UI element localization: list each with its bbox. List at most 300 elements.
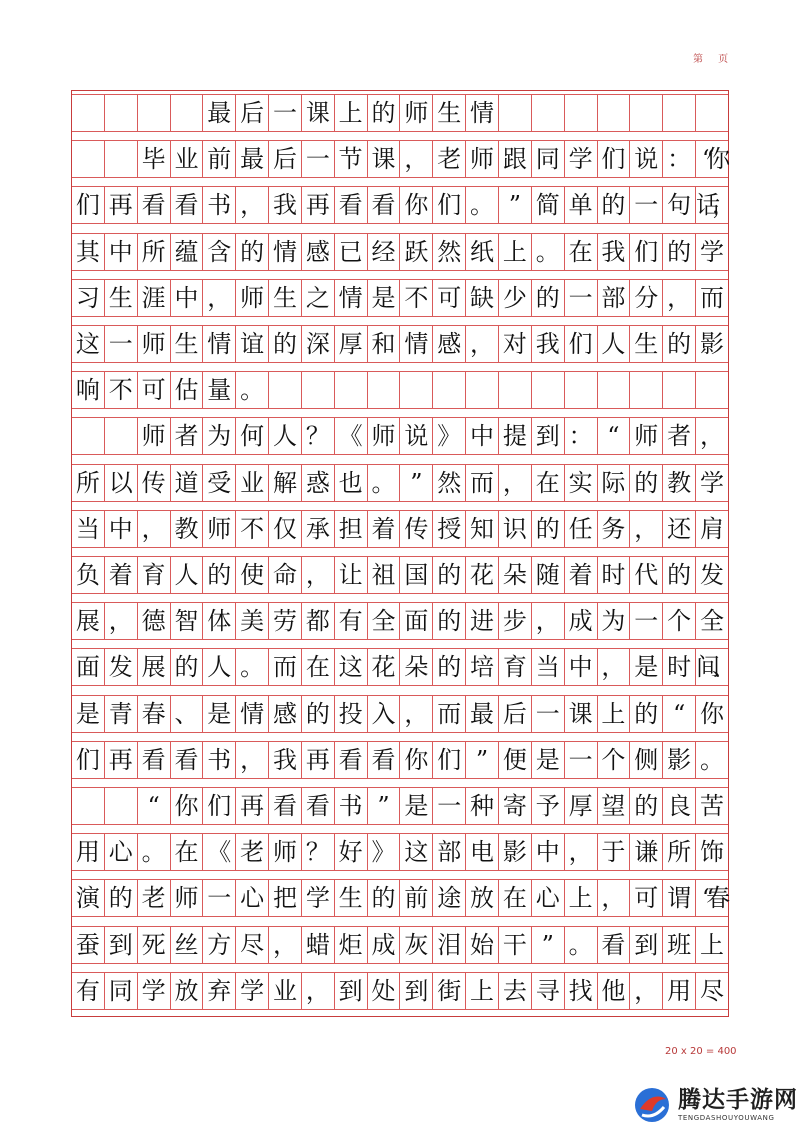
grid-cell: 弃 [203,973,236,1009]
grid-cell: 去 [499,973,532,1009]
grid-cell: 苦 [699,792,724,820]
grid-cell: 展 [138,649,171,685]
grid-cell: 一 [630,603,663,639]
grid-cell: 处 [368,973,401,1009]
grid-cell: 人 [171,557,204,593]
grid-cell: 命 [269,557,302,593]
grid-cell: 业 [269,973,302,1009]
grid-cell: 同 [105,973,138,1009]
grid-cell [72,141,105,177]
grid-cell: ， [203,280,236,316]
grid-cell: 学 [699,468,724,497]
grid-cell: 学 [236,973,269,1009]
grid-cell: 而 [466,465,499,501]
grid-cell: 灰 [400,927,433,963]
grid-cell: 。 [236,372,269,408]
grid-cell: 也 [335,465,368,501]
manuscript-grid [71,90,729,1017]
grid-cell [565,372,598,408]
grid-cell: 的 [532,280,565,316]
grid-cell: 看 [368,187,401,223]
grid-cell: 的 [630,465,663,501]
grid-cell: 祖 [368,557,401,593]
grid-cell: 的 [433,603,466,639]
grid-cell: 纸 [466,234,499,270]
grid-cell: 提 [499,418,532,454]
grid-cell: 们 [203,788,236,824]
grid-cell: 个 [663,603,696,639]
watermark [630,1085,798,1125]
grid-cell: 说 [400,418,433,454]
grid-cell: 的 [598,187,631,223]
grid-cell: 看 [335,187,368,223]
grid-cell: 生 [433,95,466,131]
grid-cell: 说 [630,141,663,177]
grid-cell: 师 [466,141,499,177]
grid-cell: 这 [72,326,105,362]
grid-cell: 着 [105,557,138,593]
grid-cell: 在 [532,465,565,501]
grid-cell: 尽 [699,976,724,1005]
grid-cell: 饰 [699,838,724,867]
grid-cell [433,372,466,408]
grid-cell: 心 [236,880,269,916]
grid-cell: 生 [335,880,368,916]
grid-cell: 感 [433,326,466,362]
grid-cell: 影 [663,742,696,778]
grid-cell [466,372,499,408]
grid-cell [499,95,532,131]
grid-cell: 估 [171,372,204,408]
grid-cell: 好 [335,834,368,870]
grid-cell: 这 [400,834,433,870]
grid-cell: 放 [466,880,499,916]
grid-cell: 上 [499,234,532,270]
grid-cell: 始 [466,927,499,963]
grid-cell: 面 [400,603,433,639]
grid-cell: ， [699,422,724,451]
grid-cell: 放 [171,973,204,1009]
grid-cell: 这 [335,649,368,685]
grid-cell: 传 [400,511,433,547]
grid-cell: 是 [203,696,236,732]
grid-cell: 》 [433,418,466,454]
grid-cell: 我 [598,234,631,270]
grid-cell: 着 [565,557,598,593]
grid-row [72,325,728,363]
grid-cell [598,372,631,408]
grid-row [72,510,728,548]
grid-cell: 面 [72,649,105,685]
grid-cell: 再 [302,187,335,223]
grid-cell: 步 [499,603,532,639]
grid-cell [696,95,728,131]
grid-cell: 们 [433,742,466,778]
grid-cell: ， [105,603,138,639]
grid-cell: 在 [302,649,335,685]
grid-cell: “ [663,696,696,732]
grid-cell: 心 [105,834,138,870]
grid-cell: 是 [368,280,401,316]
grid-cell: 可 [433,280,466,316]
grid-cell [400,372,433,408]
grid-cell: 到 [105,927,138,963]
grid-cell: 看 [598,927,631,963]
grid-cell: 惑 [302,465,335,501]
grid-cell: 途 [433,880,466,916]
grid-cell: 蜡 [302,927,335,963]
grid-cell: 感 [302,234,335,270]
grid-cell: 不 [400,280,433,316]
grid-cell: 同 [532,141,565,177]
grid-cell: 找 [565,973,598,1009]
grid-cell: 。 [466,187,499,223]
grid-cell: 的 [368,880,401,916]
grid-cell: ， [598,649,631,685]
grid-cell: 师 [400,95,433,131]
grid-cell: 上 [335,95,368,131]
grid-cell: 上 [565,880,598,916]
grid-cell: 的 [663,557,696,593]
grid-cell: 看 [335,742,368,778]
grid-cell: 一 [565,280,598,316]
grid-cell: 寄 [499,788,532,824]
grid-cell: 》 [368,834,401,870]
grid-cell: 尽 [236,927,269,963]
grid-cell: ？ [302,418,335,454]
grid-cell: 。 [368,465,401,501]
grid-cell: 时 [663,649,696,685]
grid-cell: 。 [565,927,598,963]
grid-cell: 蚕 [72,927,105,963]
grid-cell: 便 [499,742,532,778]
grid-cell: 者 [663,418,696,454]
grid-cell: 最 [236,141,269,177]
grid-cell: ， [663,280,696,316]
grid-cell: 都 [302,603,335,639]
grid-cell: 对 [499,326,532,362]
grid-cell [335,372,368,408]
grid-cell: ， [400,141,433,177]
grid-cell: ” [466,742,499,778]
grid-cell: 蕴 [171,234,204,270]
grid-cell [302,372,335,408]
grid-cell: 智 [171,603,204,639]
grid-cell: 。 [138,834,171,870]
grid-cell: 然 [433,234,466,270]
grid-cell: 情 [400,326,433,362]
grid-cell: 而 [433,696,466,732]
grid-cell: 青 [105,696,138,732]
grid-cell: 师 [171,880,204,916]
grid-cell: 知 [466,511,499,547]
grid-cell: 量 [203,372,236,408]
grid-cell: 谊 [236,326,269,362]
grid-cell: 间、 [696,653,729,682]
grid-cell: ” [368,788,401,824]
grid-cell: 师 [138,326,171,362]
grid-cell: 情 [203,326,236,362]
grid-cell: 当 [532,649,565,685]
grid-cell: 生 [171,326,204,362]
grid-cell: 而 [699,283,724,312]
grid-cell: 再 [236,788,269,824]
grid-cell: 担 [335,511,368,547]
grid-cell: 最 [203,95,236,131]
grid-cell: 的 [433,557,466,593]
grid-cell: ， [565,834,598,870]
grid-cell [72,95,105,131]
grid-cell [565,95,598,131]
grid-cell: 为 [203,418,236,454]
grid-cell: 《 [335,418,368,454]
grid-row [72,279,728,317]
grid-cell: 在 [499,880,532,916]
grid-cell: 的 [269,326,302,362]
grid-cell: ” [532,927,565,963]
grid-cell: 中 [171,280,204,316]
grid-cell: 跃 [400,234,433,270]
grid-cell: ？ [302,834,335,870]
grid-cell: 干 [499,927,532,963]
grid-cell: 你 [171,788,204,824]
grid-cell: 《 [203,834,236,870]
grid-cell: 授 [433,511,466,547]
page-number-label: 第 页 [693,54,735,65]
grid-cell: 课 [302,95,335,131]
grid-cell: 节 [335,141,368,177]
grid-cell: 一 [269,95,302,131]
grid-cell: 丝 [171,927,204,963]
grid-cell: 可 [138,372,171,408]
grid-cell: 寻 [532,973,565,1009]
grid-cell: 电 [466,834,499,870]
grid-cell: 影 [699,330,724,358]
grid-cell [696,372,728,408]
grid-cell: “ [598,418,631,454]
grid-cell: 侧 [630,742,663,778]
grid-cell: 后 [236,95,269,131]
grid-cell: 随 [532,557,565,593]
grid-cell: 朵 [499,557,532,593]
grid-cell: 不 [105,372,138,408]
grid-cell: 的 [302,696,335,732]
grid-cell: 心 [532,880,565,916]
grid-row [72,186,728,224]
grid-cell [138,95,171,131]
grid-cell: 死 [138,927,171,963]
grid-cell: 的 [630,788,663,824]
grid-cell: 看 [138,187,171,223]
grid-cell: 课 [565,696,598,732]
grid-cell: 你 [400,742,433,778]
grid-cell: 其 [72,234,105,270]
grid-row [72,787,728,825]
grid-cell: 用 [663,973,696,1009]
grid-cell: 何 [236,418,269,454]
watermark-sub: TENGDASHOUYOUWANG [678,1113,775,1122]
grid-row [72,140,728,178]
grid-cell: 们 [433,187,466,223]
grid-cell: ， [138,511,171,547]
grid-cell: 是 [630,649,663,685]
grid-cell [598,95,631,131]
grid-cell: 道 [171,465,204,501]
grid-cell: 师 [236,280,269,316]
grid-cell: 是 [532,742,565,778]
grid-cell: 你 [400,187,433,223]
grid-cell: 仅 [269,511,302,547]
grid-cell: 所 [663,834,696,870]
grid-cell: 看 [302,788,335,824]
grid-cell: 一 [203,880,236,916]
grid-cell: 部 [598,280,631,316]
grid-cell: 于 [598,834,631,870]
grid-cell: 一 [302,141,335,177]
grid-cell: 成 [565,603,598,639]
grid-cell: 含 [203,234,236,270]
grid-cell: 。 [699,745,724,774]
grid-cell: 的 [171,649,204,685]
grid-cell [105,95,138,131]
grid-cell: 望 [598,788,631,824]
grid-cell [499,372,532,408]
grid-cell: 已 [335,234,368,270]
grid-cell: ， [236,187,269,223]
grid-row [72,695,728,733]
grid-cell: 人 [269,418,302,454]
grid-cell [663,372,696,408]
grid-cell: 学 [565,141,598,177]
grid-cell: ， [499,465,532,501]
grid-cell: 情 [236,696,269,732]
grid-cell: 后 [269,141,302,177]
grid-cell: ， [630,511,663,547]
grid-cell: 用 [72,834,105,870]
grid-cell: 个 [598,742,631,778]
grid-cell: 再 [105,187,138,223]
grid-cell: 部 [433,834,466,870]
grid-cell: 中 [532,834,565,870]
grid-cell: 们 [630,234,663,270]
grid-cell: 全 [699,607,724,636]
grid-cell: 们 [72,742,105,778]
grid-cell: 情 [335,280,368,316]
grid-cell [368,372,401,408]
grid-cell: 全 [368,603,401,639]
grid-cell: 最 [466,696,499,732]
grid-cell: 经 [368,234,401,270]
grid-cell [630,372,663,408]
grid-cell: 。 [532,234,565,270]
grid-cell: 们 [72,187,105,223]
grid-cell: ， [400,696,433,732]
grid-cell: 而 [269,649,302,685]
grid-cell: 一 [433,788,466,824]
grid-cell: 一 [565,742,598,778]
grid-cell: 课 [368,141,401,177]
grid-cell: ， [466,326,499,362]
grid-cell: 有 [72,973,105,1009]
grid-cell: 把 [269,880,302,916]
grid-cell: 缺 [466,280,499,316]
grid-cell: 育 [138,557,171,593]
grid-cell: 当 [72,511,105,547]
grid-cell: 教 [663,465,696,501]
grid-cell: “ [138,788,171,824]
grid-cell: 再 [105,742,138,778]
grid-row [72,602,728,640]
grid-cell [105,141,138,177]
grid-cell: 的 [433,649,466,685]
grid-cell: 们 [598,141,631,177]
grid-cell: 进 [466,603,499,639]
grid-cell: 我 [532,326,565,362]
grid-cell: 发 [105,649,138,685]
grid-cell: 生 [269,280,302,316]
grid-cell: 春 [138,696,171,732]
grid-cell: 书 [335,788,368,824]
grid-cell: 任 [565,511,598,547]
grid-cell: 的 [663,234,696,270]
grid-row [72,371,728,409]
grid-row [72,972,728,1010]
grid-cell: 之 [302,280,335,316]
grid-cell: 上 [466,973,499,1009]
grid-cell: 分 [630,280,663,316]
grid-cell: 看 [171,742,204,778]
grid-cell: ” [400,465,433,501]
grid-cell: 师 [630,418,663,454]
grid-cell: 情 [466,95,499,131]
grid-cell: ， [302,973,335,1009]
grid-cell: 老 [236,834,269,870]
grid-cell: 生 [105,280,138,316]
grid-cell: 还 [663,511,696,547]
grid-cell [105,418,138,454]
grid-cell: 教 [171,511,204,547]
grid-cell: 种 [466,788,499,824]
grid-cell: 看 [269,788,302,824]
grid-cell: 前 [203,141,236,177]
grid-cell: 不 [236,511,269,547]
grid-cell: 一 [105,326,138,362]
grid-cell: 代 [630,557,663,593]
grid-cell: 到 [532,418,565,454]
grid-count-label: 20 x 20 = 400 [665,1046,737,1057]
grid-cell: 话， [696,191,729,220]
grid-cell: 跟 [499,141,532,177]
grid-cell: 谦 [630,834,663,870]
grid-cell: 的 [105,880,138,916]
grid-cell: 习 [72,280,105,316]
grid-cell: 入 [368,696,401,732]
grid-cell: 的 [236,234,269,270]
grid-cell: 使 [236,557,269,593]
grid-cell: 让 [335,557,368,593]
grid-cell: 到 [335,973,368,1009]
grid-cell: ， [532,603,565,639]
grid-cell: 实 [565,465,598,501]
grid-cell: 你 [699,699,724,728]
grid-cell: 发 [699,561,724,589]
grid-cell: 成 [368,927,401,963]
grid-cell: 务 [598,511,631,547]
grid-cell: 谓 [663,880,696,916]
grid-cell: 然 [433,465,466,501]
grid-row [72,556,728,594]
grid-cell: 少 [499,280,532,316]
